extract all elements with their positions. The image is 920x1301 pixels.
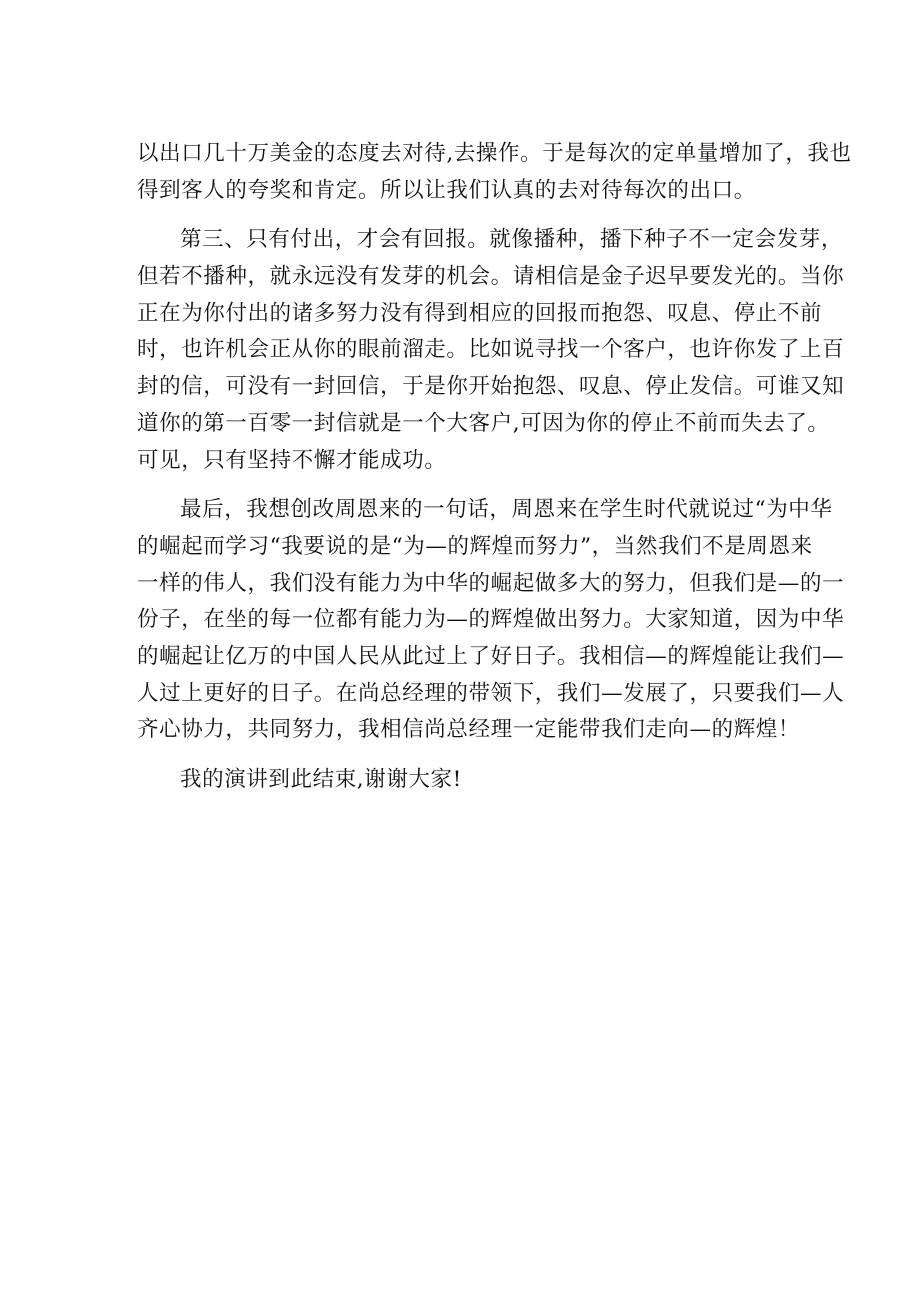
text-line: 封的信，可没有一封回信，于是你开始抱怨、叹息、停止发信。可谁又知 [137,374,845,400]
text-line: 齐心协力，共同努力，我相信尚总经理一定能带我们走向—的辉煌！ [137,717,801,743]
text-line: 以出口几十万美金的态度去对待,去操作。于是每次的定单量增加了，我也 [137,141,852,166]
text-line: 人过上更好的日子。在尚总经理的带领下，我们—发展了，只要我们—人 [137,680,845,706]
text-line: 道你的第一百零一封信就是一个大客户,可因为你的停止不前而失去了。 [137,410,830,436]
text-line: 的崛起让亿万的中国人民从此过上了好日子。我相信—的辉煌能让我们— [137,643,845,669]
text-line: 可见，只有坚持不懈才能成功。 [137,447,447,473]
text-line: 最后，我想创改周恩来的一句话，周恩来在学生时代就说过“为中华 [180,497,833,523]
closing-line: 我的演讲到此结束,谢谢大家! [180,767,462,792]
document-body [137,136,852,799]
text-line: 得到客人的夸奖和肯定。所以让我们认真的去对待每次的出口。 [137,177,756,203]
paragraph-2 [137,222,845,479]
paragraph-3 [137,492,845,749]
text-line: 的崛起而学习“我要说的是“为—的辉煌而努力”，当然我们不是周恩来 [137,533,813,559]
text-line: 第三、只有付出，才会有回报。就像播种，播下种子不一定会发芽， [180,227,844,253]
text-line: 正在为你付出的诸多努力没有得到相应的回报而抱怨、叹息、停止不前 [137,300,823,326]
text-line: 一样的伟人，我们没有能力为中华的崛起做多大的努力，但我们是—的一 [137,570,845,596]
paragraph-1 [137,136,852,209]
text-line: 但若不播种，就永远没有发芽的机会。请相信是金子迟早要发光的。当你 [137,264,845,290]
text-line: 时，也许机会正从你的眼前溜走。比如说寻找一个客户，也许你发了上百 [137,337,845,363]
paragraph-4 [137,762,787,799]
text-line: 份子，在坐的每一位都有能力为—的辉煌做出努力。大家知道，因为中华 [137,607,845,633]
